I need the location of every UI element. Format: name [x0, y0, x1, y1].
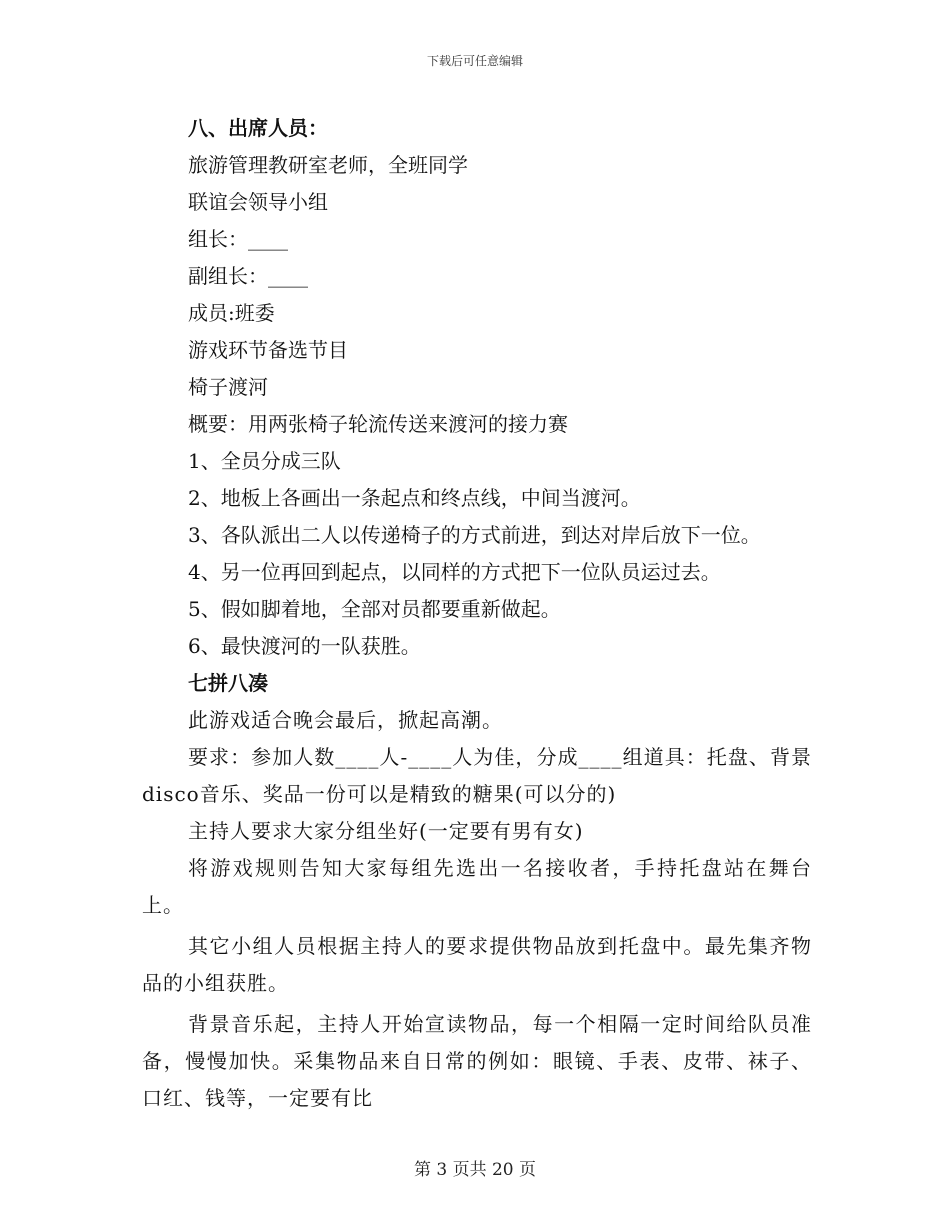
step-3: 3、各队派出二人以传递椅子的方式前进，到达对岸后放下一位。 [188, 523, 761, 547]
step-2: 2、地板上各画出一条起点和终点线，中间当渡河。 [188, 486, 641, 510]
paragraph-intro: 此游戏适合晚会最后，掀起高潮。 [188, 708, 503, 732]
game-summary-line: 概要：用两张椅子轮流传送来渡河的接力赛 [188, 412, 568, 436]
paragraph-music: 背景音乐起，主持人开始宣读物品，每一个相隔一定时间给队员准备，慢慢加快。采集物品来自日常的例如：眼镜、手表、皮带、袜子、口红、钱等，一定要有比 [142, 1012, 812, 1110]
paragraph-grouping: 主持人要求大家分组坐好(一定要有男有女) [188, 819, 584, 843]
games-title-line: 游戏环节备选节目 [188, 338, 348, 362]
step-5: 5、假如脚着地，全部对员都要重新做起。 [188, 597, 561, 621]
step-6: 6、最快渡河的一队获胜。 [188, 634, 421, 658]
leader-line: 组长：____ [188, 227, 288, 251]
document-body [142, 110, 812, 1117]
paragraph-rules: 将游戏规则告知大家每组先选出一名接收者，手持托盘站在舞台上。 [142, 856, 812, 917]
page-header: 下载后可任意编辑 [426, 54, 523, 68]
step-4: 4、另一位再回到起点，以同样的方式把下一位队员运过去。 [188, 560, 721, 584]
paragraph-requirements: 要求：参加人数____人-____人为佳，分成____组道具：托盘、背景disco音乐、奖品一份可以是精致的糖果(可以分的) [142, 745, 812, 806]
paragraph-collect: 其它小组人员根据主持人的要求提供物品放到托盘中。最先集齐物品的小组获胜。 [142, 934, 812, 995]
step-1: 1、全员分成三队 [188, 449, 341, 473]
attendees-line: 旅游管理教研室老师，全班同学 [188, 153, 468, 177]
game-heading-qipinbacou: 七拼八凑 [188, 671, 268, 695]
section-heading-attendees: 八、出席人员： [188, 116, 328, 140]
deputy-leader-line: 副组长：____ [188, 264, 308, 288]
game-name-chair-river: 椅子渡河 [188, 375, 268, 399]
members-line: 成员:班委 [188, 301, 275, 325]
leadership-group-line: 联谊会领导小组 [188, 190, 328, 214]
page-footer: 第 3 页共 20 页 [413, 1160, 537, 1180]
